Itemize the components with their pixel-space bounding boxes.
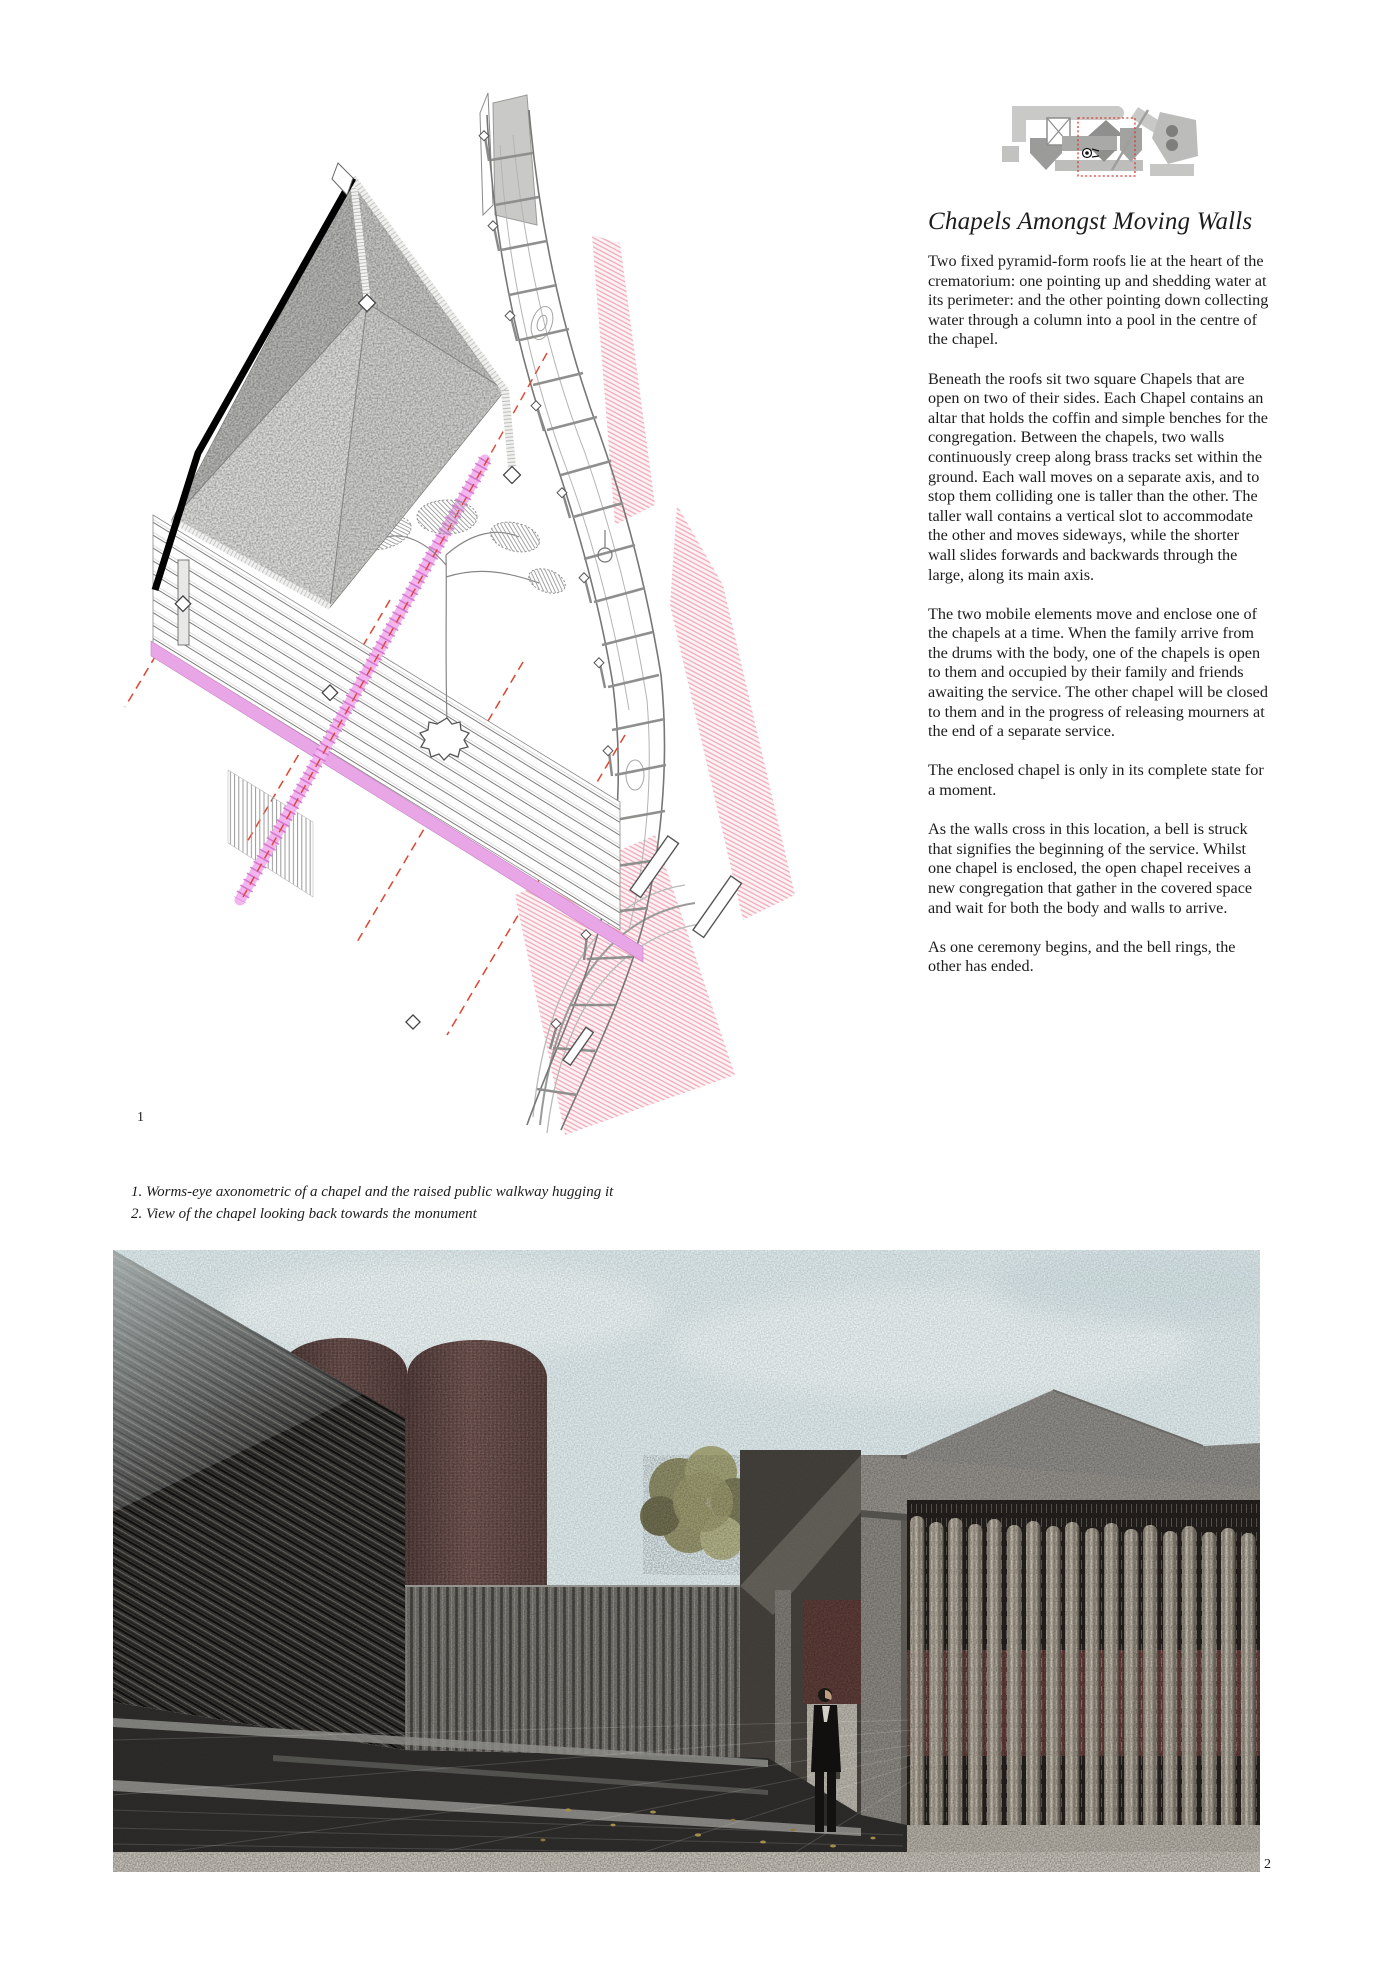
paragraph: As one ceremony begins, and the bell rings, the other has ended. — [928, 937, 1236, 976]
figure-captions — [131, 1181, 613, 1225]
photo-grain-overlay — [113, 1250, 1260, 1872]
chapel-render — [113, 1250, 1260, 1872]
paragraph: Two fixed pyramid-form roofs lie at the heart of the crematorium: one pointing up and shedding water at its perimeter: and the other pointing down collecting water through a column into a pool in the centre of the chapel. — [928, 252, 1269, 349]
article-text — [928, 252, 1269, 997]
key-plan-shapes — [1002, 106, 1198, 176]
site-key-plan — [1000, 98, 1200, 184]
paragraph: The enclosed chapel is only in its complete state for a moment. — [928, 761, 1264, 800]
pyramid-roof — [155, 163, 515, 615]
axonometric-drawing — [95, 85, 885, 1135]
paragraph: The two mobile elements move and enclose one of the chapels at a time. When the family arrive from the drums with the body, one of the chapels is open to them and occupied by their family and friends awaiting the service. The other chapel will be closed to them and in the progress of releasing mourners at the end of a separate service. — [928, 604, 1268, 741]
page-title: Chapels Amongst Moving Walls — [928, 208, 1253, 235]
figure-1-label: 1 — [137, 1110, 144, 1125]
public-walkway — [479, 93, 795, 1135]
timber-plank-wall — [151, 515, 643, 962]
paragraph: As the walls cross in this location, a bell is struck that signifies the beginning of the service. Whilst one chapel is enclosed, the open chapel receives a new congregation that gather in the covered space and wait for both the body and walls to arrive. — [928, 820, 1253, 917]
paragraph: Beneath the roofs sit two square Chapels that are open on two of their sides. Each Chapel contains an altar that holds the coffin and simple benches for the congregation. Between the chapels, two walls continuously creep along brass tracks set within the ground. Each wall moves on a separate axis, and to stop them colliding one is taller than the other. The taller wall contains a vertical slot to accommodate the other and moves sideways, while the shorter wall slides forwards and backwards through the large, along its main axis. — [928, 369, 1268, 584]
pink-hatched-wall — [592, 235, 655, 525]
caption-1: 1. Worms-eye axonometric of a chapel and the raised public walkway hugging it — [131, 1184, 614, 1200]
figure-2-label: 2 — [1264, 1857, 1271, 1872]
caption-2: 2. View of the chapel looking back towards the monument — [131, 1206, 477, 1222]
